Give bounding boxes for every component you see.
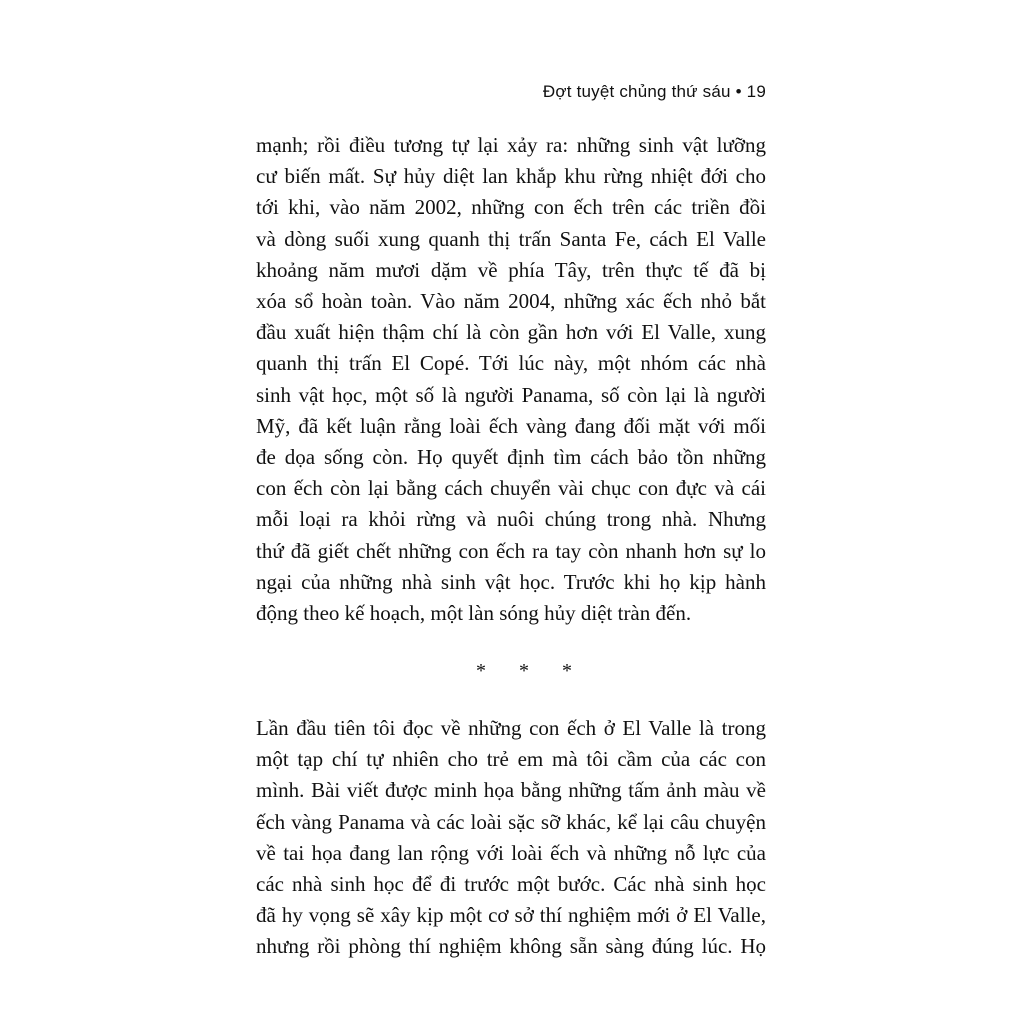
text-line: ếch vàng Panama và các loài sặc sỡ khác, kể lại câu chuyện xyxy=(256,809,766,834)
text-line: các nhà sinh học để đi trước một bước. Các nhà sinh học xyxy=(256,872,766,897)
text-line: về tai họa đang lan rộng với loài ếch và những nỗ lực của xyxy=(256,840,766,865)
text-line: ngại của những nhà sinh vật học. Trước khi họ kịp hành xyxy=(256,569,766,594)
text-line: mạnh; rồi điều tương tự lại xảy ra: những sinh vật lưỡng xyxy=(256,133,766,157)
text-line: thứ đã giết chết những con ếch ra tay còn nhanh hơn sự lo xyxy=(256,538,766,563)
text-line: mỗi loại ra khỏi rừng và nuôi chúng trong nhà. Nhưng xyxy=(256,507,766,532)
text-line: đầu xuất hiện thậm chí là còn gần hơn với El Valle, xung xyxy=(256,320,766,345)
paragraph-1 xyxy=(256,130,766,629)
paragraph-2 xyxy=(256,713,766,963)
text-line: quanh thị trấn El Copé. Tới lúc này, một nhóm các nhà xyxy=(256,351,766,376)
text-line: mình. Bài viết được minh họa bằng những tấm ảnh màu về xyxy=(256,778,766,803)
text-line: sinh vật học, một số là người Panama, số còn lại là người xyxy=(256,382,766,407)
text-line: Lần đầu tiên tôi đọc về những con ếch ở El Valle là trong xyxy=(256,716,766,740)
text-line: động theo kế hoạch, một làn sóng hủy diệt tràn đến. xyxy=(256,601,692,626)
text-line: tới khi, vào năm 2002, những con ếch trên các triền đồi xyxy=(256,195,766,220)
text-line: và dòng suối xung quanh thị trấn Santa Fe, cách El Valle xyxy=(256,226,766,251)
running-header: Đợt tuyệt chủng thứ sáu • 19 xyxy=(542,82,766,101)
section-divider: * * * xyxy=(476,660,586,682)
text-line: nhưng rồi phòng thí nghiệm không sẵn sàng đúng lúc. Họ xyxy=(256,934,766,959)
text-line: con ếch còn lại bằng cách chuyển vài chục con đực và cái xyxy=(256,476,766,501)
text-line: đã hy vọng sẽ xây kịp một cơ sở thí nghiệm mới ở El Valle, xyxy=(256,903,766,928)
text-line: cư biến mất. Sự hủy diệt lan khắp khu rừng nhiệt đới cho xyxy=(256,164,766,189)
text-line: xóa sổ hoàn toàn. Vào năm 2004, những xác ếch nhỏ bắt xyxy=(256,289,766,314)
text-line: một tạp chí tự nhiên cho trẻ em mà tôi cầm của các con xyxy=(256,747,766,772)
text-line: Mỹ, đã kết luận rằng loài ếch vàng đang đối mặt với mối xyxy=(256,413,766,438)
text-line: đe dọa sống còn. Họ quyết định tìm cách bảo tồn những xyxy=(256,445,766,470)
text-line: khoảng năm mươi dặm về phía Tây, trên thực tế đã bị xyxy=(256,257,766,282)
